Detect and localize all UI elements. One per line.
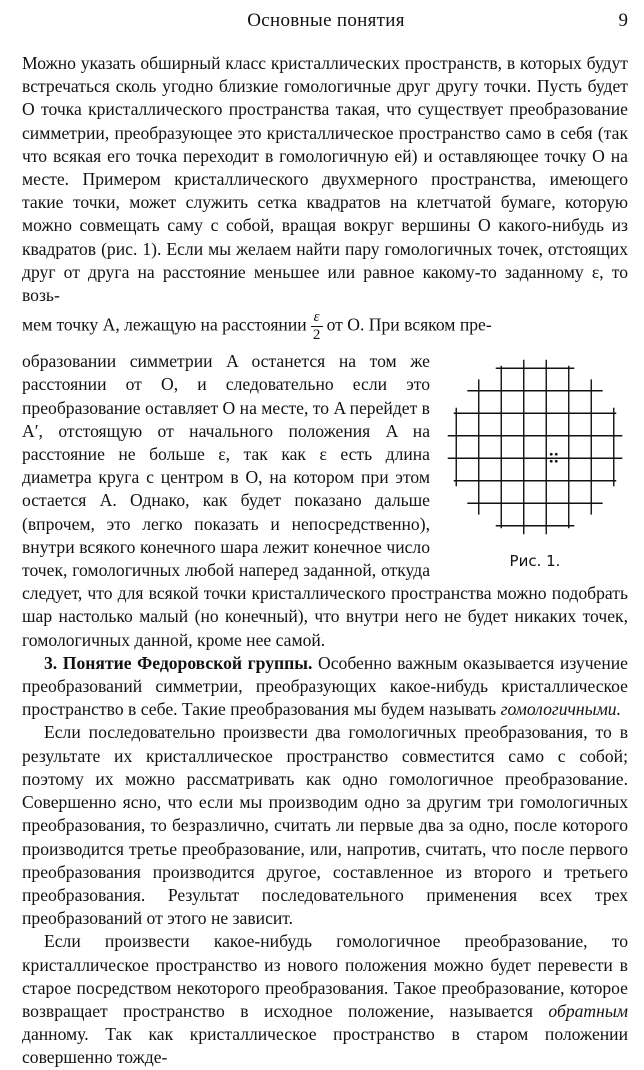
page-number: 9 <box>618 10 628 31</box>
formula-text-before: мем точку A, лежащую на расстоянии <box>22 314 307 335</box>
square-grid-figure <box>442 354 628 544</box>
grid-point-dot <box>550 460 553 463</box>
term-homologous: гомологичными. <box>500 699 621 720</box>
paragraph-1: Можно указать обширный класс кристаллических пространств, в которых будут встречаться сколь угодно близкие гомологичные друг другу точки. Пусть будет O точка кристаллического пространства такая, что существует преобразование симметрии, преобразующее это кристаллическое пространство само в себя (так что всякая его точка переходит в гомологичную ей) и оставляющее точку O на месте. Примером кристаллического двухмерного пространства, имеющего такие точки, может служить сетка квадратов на клетчатой бумаге, которую можно совмещать саму с собой, вращая вокруг вершины O какого-нибудь из квадратов (рис. 1). Если мы желаем найти пару гомологичных точек, отстоящих друг от друга на расстояние меньшее или равное какому-то заданному ε, то возь- <box>22 53 628 306</box>
formula-text-after: от O. При всяком пре- <box>326 314 492 335</box>
fraction-epsilon-over-2 <box>311 309 323 344</box>
page-body <box>22 52 628 1070</box>
formula-line <box>22 309 628 344</box>
term-inverse: обратным <box>548 1000 628 1021</box>
fraction-denominator: 2 <box>312 327 321 344</box>
section-title: 3. Понятие Федоровской группы. <box>44 652 313 673</box>
paragraph-2-text: Особенно важным оказывается изучение преобразований симметрии, преобразующих какое-нибудь кристаллическое пространство в себе. Такие преобразования мы будем называть <box>22 652 628 720</box>
figure-1 <box>442 354 628 576</box>
paragraph-4 <box>22 930 628 1069</box>
figure-caption: Рис. 1. <box>509 552 561 571</box>
paragraph-4-tail: данному. Так как кристаллическое пространство в старом положении совершенно тожде- <box>22 1024 628 1068</box>
grid-point-dot <box>550 453 553 456</box>
grid-point-dot <box>555 453 558 456</box>
fraction-numerator: ε <box>311 309 323 327</box>
running-title: Основные понятия <box>247 10 405 31</box>
page-header <box>22 10 630 36</box>
paragraph-1-continued: образовании симметрии A останется на том же расстоянии от O, и следовательно если это преобразование оставляет O на месте, то A перейдет в A′, отстоящую от начального положения A на расстояние не больше ε, так как ε есть длина диаметра круга с центром в O, на котором при этом остается A. Однако, как будет показано дальше (впрочем, это легко показать и непосредственно), внутри всякого конечного шара лежит конечное число точек, гомологичных любой наперед заданной, откуда следует, что для всякой точки кристаллического пространства можно подобрать шар настолько малый (но конечный), что внутри него не будет никаких точек, гомологичных данной, кроме нее самой. <box>22 351 628 650</box>
paragraph-2 <box>22 652 628 722</box>
paragraph-4-text: Если произвести какое-нибудь гомологичное преобразование, то кристаллическое пространство из нового положения можно будет перевести в старое посредством некоторого преобразования. Такое преобразование, которое возвращает пространство в исходное положение, называется <box>22 931 628 1021</box>
grid-point-dot <box>555 460 558 463</box>
paragraph-3: Если последовательно произвести два гомологичных преобразования, то в результате их кристаллическое пространство совместится само с собой; поэтому их можно рассматривать как одно гомологичное преобразование. Совершенно ясно, что если мы производим одно за другим три гомологичных преобразования, то безразлично, считать ли первые два за одно, после которого производится третье преобразование, или, напротив, считать, что после первого преобразования производится другое, составленное из второго и третьего преобразования. Результат последовательного применения всех трех преобразований от этого не зависит. <box>22 722 628 929</box>
